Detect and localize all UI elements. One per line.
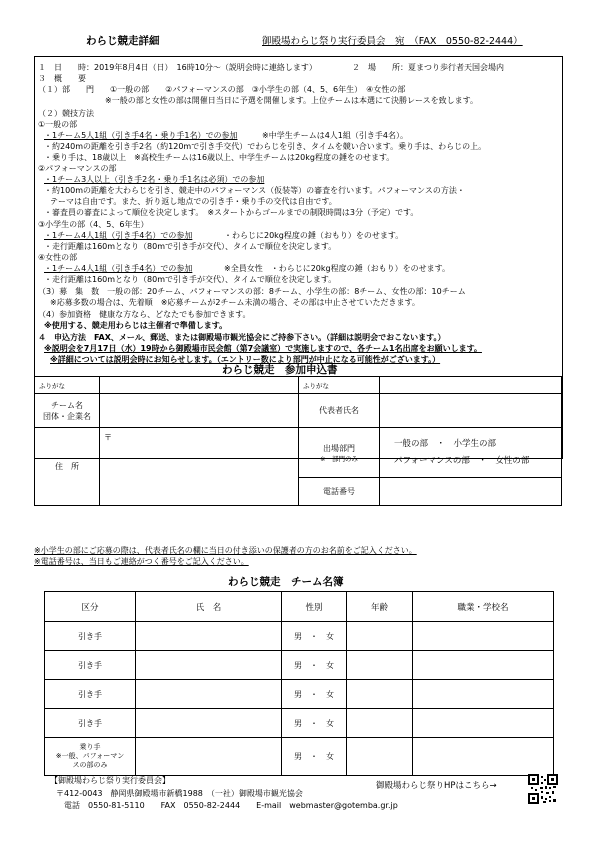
roster-occupation-field[interactable] [413, 622, 554, 651]
detail-waraji-note: ※使用する、競走用わらじは主催者で準備します。 [44, 321, 228, 330]
detail-general-team-note: ※中学生チームは4人1組（引き手4名）。 [262, 131, 408, 140]
phone-label: 電話番号 [299, 478, 380, 506]
detail-method: （２）競技方法 [38, 109, 94, 118]
roster-role: 引き手 [45, 709, 136, 738]
detail-general-distance: ・約240mの距離を引き手2名（約120mで引き手交代）でわらじを引き、タイムを競い合います。乗り手は、わらじの上。 [44, 142, 487, 151]
detail-performance-judging: ・審査員の審査によって順位を決定します。 ※スタートからゴールまでの制限時間は3分（予定）です。 [44, 208, 419, 217]
roster-role: 引き手 [45, 680, 136, 709]
roster-header-occupation: 職業・学校名 [413, 592, 554, 622]
org-label: 団体・企業名 [43, 411, 91, 421]
team-furigana-field[interactable] [100, 377, 299, 394]
roster-gender[interactable]: 男 ・ 女 [282, 651, 347, 680]
roster-age-field[interactable] [347, 651, 413, 680]
detail-performance-team: ・1チーム3人以上（引き手2名・乗り手1名は必須）での参加 [44, 175, 265, 184]
roster-age-field[interactable] [347, 738, 413, 776]
detail-note: ※一般の部と女性の部は開催日当日に予選を開催します。上位チームは本選にて決勝レースを致します。 [105, 96, 479, 105]
phone-field[interactable] [380, 478, 562, 506]
detail-more-info: ※詳細については説明会時にお知らせします。（エントリー数により部門が中止になる可能性がございます。） [50, 355, 441, 364]
detail-women: ④女性の部 [38, 253, 78, 262]
roster-age-field[interactable] [347, 709, 413, 738]
roster-table [44, 591, 554, 776]
note-elementary: ※小学生の部にご応募の際は、代表者氏名の欄に当日の付き添いの保護者の方のお名前をご記入ください。 [34, 546, 417, 555]
footer-address: 〒412-0043 静岡県御殿場市新橋1988 （一社）御殿場市観光協会 [56, 789, 303, 798]
roster-name-field[interactable] [136, 709, 282, 738]
qr-code-icon[interactable] [528, 774, 558, 804]
table-row [45, 622, 554, 651]
detail-women-note: ※全員女性 ・わらじに20kg程度の錘（おもり）をのせます。 [224, 264, 450, 273]
team-name-label: チーム名 [51, 400, 83, 410]
detail-elementary: ③小学生の部（4、5、6年生） [38, 220, 149, 229]
detail-briefing: ※説明会を7月17日（水）19時から御殿場市民会館（第7会議室）で実施しますので、各チーム1名出席をお願いします。 [44, 344, 482, 353]
detail-women-team: ・1チーム4人1組（引き手4名）での参加 [44, 264, 193, 273]
roster-rider-note-1: ※一般、パフォーマン [55, 752, 125, 760]
roster-rider-note-2: スの部のみ [72, 761, 108, 769]
detail-capacity-note: ※応募多数の場合は、先着順 ※応募チームが2チーム未満の場合、その部は中止させていただきます。 [50, 298, 420, 307]
roster-header-gender: 性別 [282, 592, 347, 622]
division-option-2[interactable]: パフォーマンスの部 ・ 女性の部 [394, 455, 530, 466]
detail-overview: ３ 概 要 [38, 74, 86, 83]
roster-role: 引き手 [45, 622, 136, 651]
detail-performance-theme: テーマは自由です。また、折り返し地点での引き手・乗り手の交代は自由です。 [50, 197, 337, 206]
addressee: 御殿場わらじ祭り実行委員会 宛 （FAX 0550-82-2444） [262, 36, 523, 47]
footer-org: 【御殿場わらじ祭り実行委員会】 [50, 776, 170, 785]
detail-divisions: （１）部 門 ①一般の部 ②パフォーマンスの部 ③小学生の部（4、5、6年生） ④女性の部 [38, 85, 406, 94]
detail-place: ２ 場 所：夏まつり歩行者天国会場内 [352, 63, 504, 72]
table-row [45, 709, 554, 738]
roster-name-field[interactable] [136, 651, 282, 680]
roster-rider-label: 乗り手 [79, 743, 101, 751]
footer-hp-link[interactable]: 御殿場わらじ祭りHPはこちら→ [376, 781, 497, 791]
detail-elementary-distance: ・走行距離は160mとなり（80mで引き手が交代）、タイムで順位を決定します。 [44, 242, 337, 251]
roster-title: わらじ競走 チーム名簿 [228, 576, 344, 588]
address-label: 住 所 [35, 428, 100, 506]
detail-eligibility: （4）参加資格 健康な方なら、どなたでも参加できます。 [38, 310, 251, 319]
detail-date: １ 日 時：2019年8月4日（日） 16時10分～（説明会時に連絡します） [38, 63, 317, 72]
roster-occupation-field[interactable] [413, 738, 554, 776]
form-title: わらじ競走 参加申込書 [222, 364, 338, 376]
footer-contact: 電話 0550-81-5110 FAX 0550-82-2444 E-mail webmaster@gotemba.gr.jp [64, 801, 398, 810]
division-option-1[interactable]: 一般の部 ・ 小学生の部 [394, 438, 497, 449]
roster-name-field[interactable] [136, 680, 282, 709]
roster-gender[interactable]: 男 ・ 女 [282, 622, 347, 651]
rep-furigana-field[interactable] [380, 377, 562, 394]
roster-gender[interactable]: 男 ・ 女 [282, 680, 347, 709]
roster-occupation-field[interactable] [413, 651, 554, 680]
roster-occupation-field[interactable] [413, 709, 554, 738]
team-name-field[interactable] [100, 394, 299, 428]
table-row [45, 680, 554, 709]
detail-elementary-weight: ・わらじに20kg程度の錘（おもり）をのせます。 [224, 231, 404, 240]
roster-gender[interactable]: 男 ・ 女 [282, 738, 347, 776]
furigana-label-2: ふりがな [299, 377, 380, 394]
roster-header-division: 区分 [45, 592, 136, 622]
detail-performance: ②パフォーマンスの部 [38, 164, 117, 173]
detail-capacity: （3）募 集 数 一般の部：20チーム、パフォーマンスの部：8チーム、小学生の部：8チーム、女性の部：10チーム [38, 287, 466, 296]
roster-occupation-field[interactable] [413, 680, 554, 709]
postal-mark: 〒 [104, 433, 112, 442]
note-phone: ※電話番号は、当日もご連絡がつく番号をご記入ください。 [34, 557, 249, 566]
detail-women-distance: ・走行距離は160mとなり（80mで引き手が交代）、タイムで順位を決定します。 [44, 275, 337, 284]
table-row [45, 651, 554, 680]
detail-general-rider: ・乗り手は、18歳以上 ※高校生チームは16歳以上、中学生チームは20kg程度の錘をのせます。 [44, 153, 395, 162]
detail-general-team: ・1チーム5人1組（引き手4名・乗り手1名）での参加 [44, 131, 238, 140]
detail-general: ①一般の部 [38, 120, 78, 129]
detail-apply: ４ 申込方法 FAX、メール、郵送、または御殿場市観光協会にご持参下さい。（詳細は説明会でおこないます。） [38, 333, 446, 342]
roster-age-field[interactable] [347, 680, 413, 709]
roster-role: 引き手 [45, 651, 136, 680]
rep-name-label: 代表者氏名 [299, 394, 380, 428]
roster-header-name: 氏 名 [136, 592, 282, 622]
detail-elementary-team: ・1チーム4人1組（引き手4名）での参加 [44, 231, 193, 240]
roster-name-field[interactable] [136, 738, 282, 776]
page-title: わらじ競走詳細 [86, 35, 160, 47]
roster-name-field[interactable] [136, 622, 282, 651]
roster-gender[interactable]: 男 ・ 女 [282, 709, 347, 738]
table-row [45, 738, 554, 776]
division-label: 出場部門 [323, 443, 355, 453]
address-field[interactable] [100, 428, 299, 506]
application-table [34, 376, 562, 506]
furigana-label: ふりがな [35, 377, 100, 394]
roster-age-field[interactable] [347, 622, 413, 651]
roster-header-age: 年齢 [347, 592, 413, 622]
detail-performance-desc: ・約100mの距離を大わらじを引き、競走中のパフォーマンス（仮装等）の審査を行います。パフォーマンスの方法・ [44, 186, 465, 195]
rep-name-field[interactable] [380, 394, 562, 428]
division-note: ※一部門のみ [320, 454, 358, 463]
